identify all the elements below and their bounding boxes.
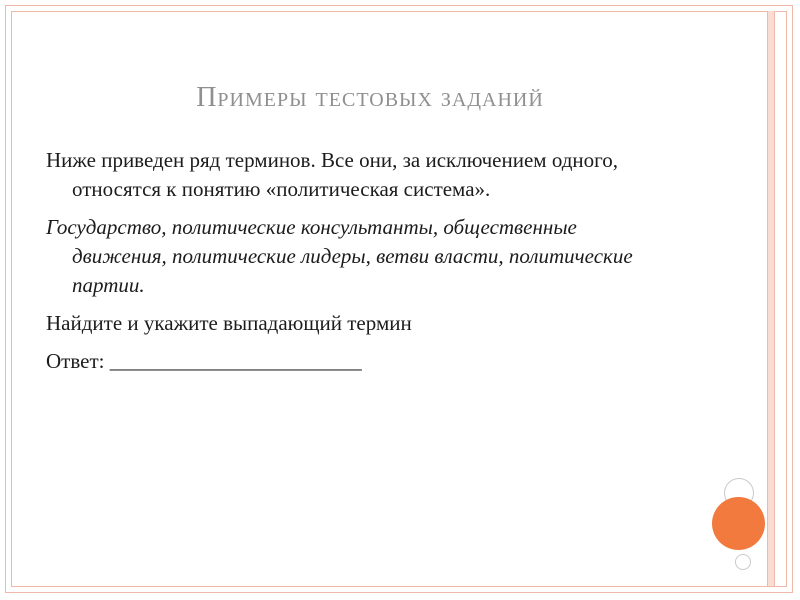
task-instruction-text: Найдите и укажите выпадающий термин xyxy=(46,311,412,335)
answer-line-text: Ответ: ________________________ xyxy=(46,349,362,373)
slide-body xyxy=(46,146,656,385)
decorative-side-band xyxy=(767,11,775,586)
decorative-circle-filled-icon xyxy=(712,497,765,550)
task-intro-text: Ниже приведен ряд терминов. Все они, за исключением одного, относятся к понятию «политическая система». xyxy=(46,148,618,201)
slide-title: Примеры тестовых заданий xyxy=(196,82,544,113)
decorative-circle-small-icon xyxy=(735,554,751,570)
terms-list-text: Государство, политические консультанты, общественные движения, политические лидеры, ветви власти, политические партии. xyxy=(46,215,633,297)
